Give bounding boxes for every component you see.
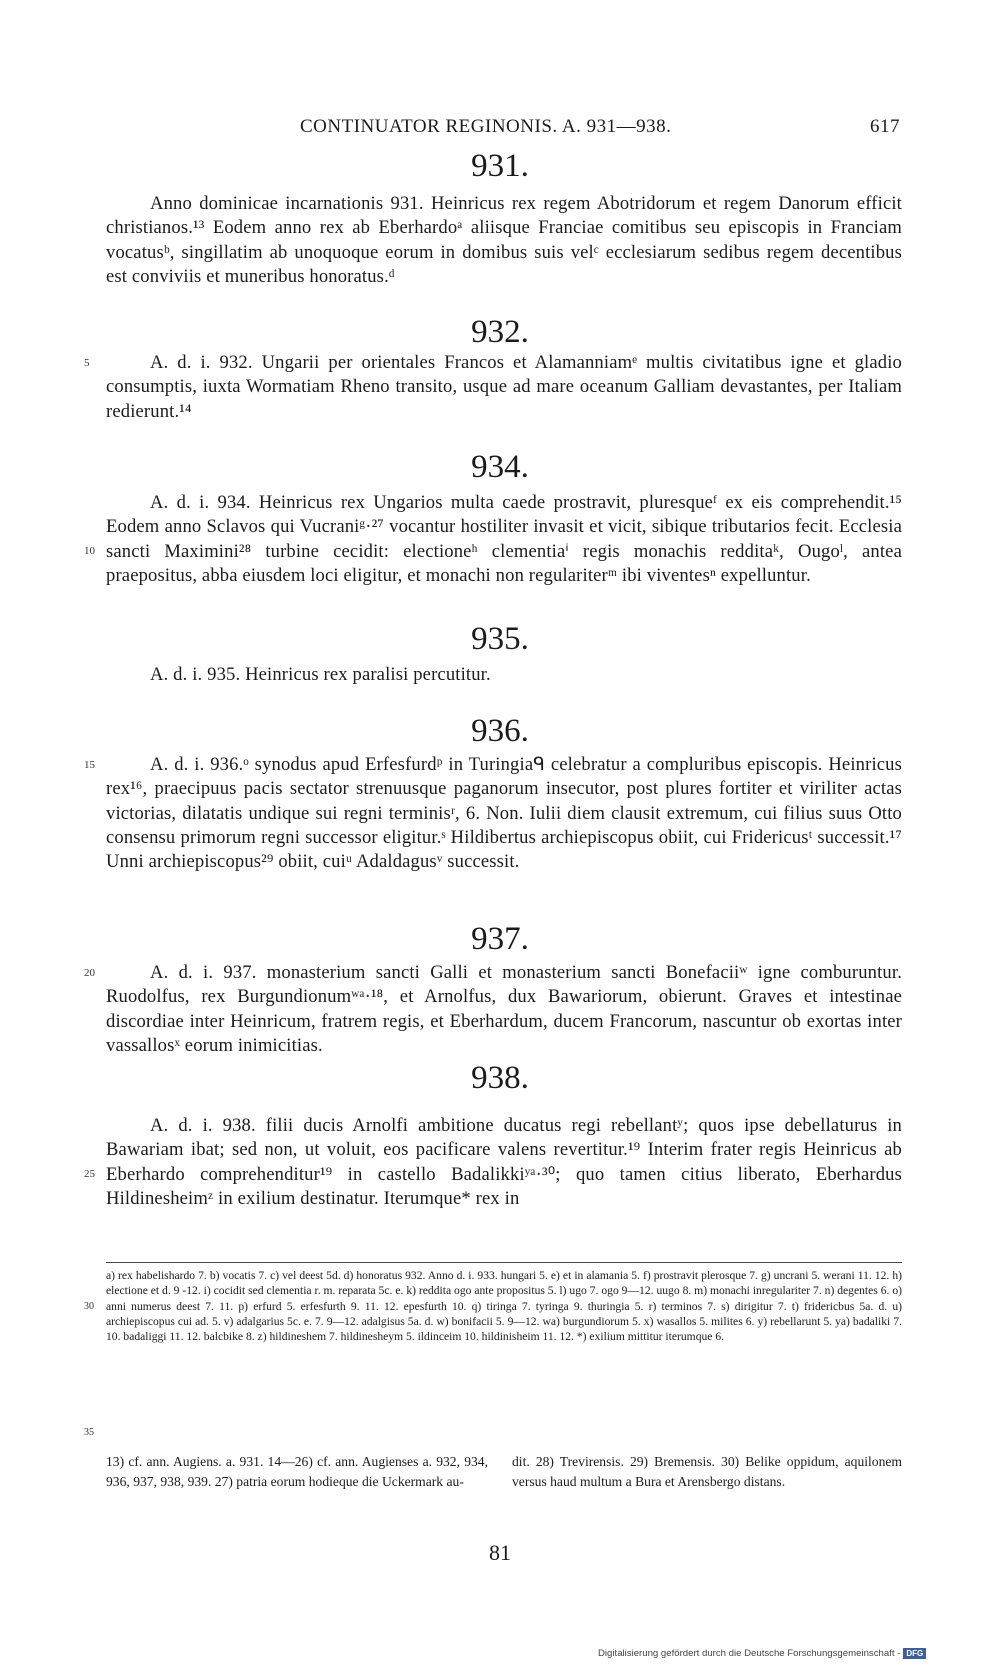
running-header [300,112,900,142]
page-number: 617 [870,116,900,137]
entry-938-text: A. d. i. 938. filii ducis Arnolfi ambitione ducatus regi rebellantʸ; quos ipse debellaturus in Bawariam ibat; sed non, ut voluit, eos pacificare valens revertitur.¹⁹ Interim frater regis Heinricus ab Eberhardo comprehenditur¹⁹ in castello Badalikkiʸᵃ·³⁰; quo tamen citius liberato, Eberhardus Hildinesheimᶻ in exilium destinatur. Iterumque* rex in [106,1115,902,1209]
entry-934-text: A. d. i. 934. Heinricus rex Ungarios multa caede prostravit, pluresqueᶠ ex eis comprehendit.¹⁵ Eodem anno Sclavos qui Vucraniᵍ·²⁷ vocantur hostiliter invasit et vicit, sibique tributarios fecit. Ecclesia sancti Maximini²⁸ turbine cecidit: electioneʰ clementiaⁱ regis monachis redditaᵏ, Ougoˡ, antea praepositus, abba eiusdem loci eligitur, et monachi non regulariterᵐ ibi viventesⁿ expelluntur. [106,492,902,586]
apparatus-rule [106,1262,902,1263]
year-heading-934: 934. [471,449,529,485]
entry-937-text: A. d. i. 937. monasterium sancti Galli et monasterium sancti Bonefaciiʷ igne comburuntur. Ruodolfus, rex Burgundionumʷᵃ·¹⁸, et Arnolfus, dux Bawariorum, obierunt. Graves et intestinae discordiae inter Heinricum, fratrem regis, et Eberhardum, ducem Francorum, nascuntur ob exortas inter vassallosˣ eorum inimicitias. [106,962,902,1056]
critical-apparatus: a) rex habelishardo 7. b) vocatis 7. c) vel deest 5d. d) honoratus 932. Anno d. i. 933. hungari 5. e) et in alamania 5. f) prostravit plerosque 7. g) uncrani 5. werani 11. 12. h) electione et d. 9 -12. i) cocidit sed clementia r. m. reparata 5c. e. k) reddita ogo ante propositus 5. l) ugo 7. ogo 9—12. uugo 8. m) monachi inregulariter 7. n) degentes 6. o) anni numerus deest 7. 11. p) erfurd 5. erfesfurth 9. 11. 12. epesfurth 10. q) tiringa 7. tyringa 9. thuringia 5. r) terminos 7. s) dirigitur 7. t) fridericbus 5a. d. u) archiepiscopus cui ad. 5. v) adalgarius 5c. e. 7. 9—12. adalgisus 5a. d. w) bonifacii 5. 9—12. wa) burgundiorum 5. x) wasallos 5. milites 6. y) rebellarunt 5. ya) badaliki 7. 10. badaliggi 11. 12. balcbike 8. z) hildineshem 7. hildinesheym 5. ildinceim 10. hildinisheim 11. 12. *) exilium mittitur iterumque 6. [106,1269,902,1344]
signature-mark: 81 [489,1540,511,1565]
notes-left-column: 13) cf. ann. Augiens. a. 931. 14—26) cf. ann. Augienses a. 932, 934, 936, 937, 938, 939. 27) patria eorum hodieque die Uckermark au- [106,1454,488,1489]
year-heading-936: 936. [471,713,529,749]
line-number-15: 15 [84,759,95,771]
entry-931-text: Anno dominicae incarnationis 931. Heinricus rex regem Abotridorum et regem Danorum efficit christianos.¹³ Eodem anno rex ab Eberhardoᵃ aliisque Franciae comitibus seu episcopis in Franciam vocatusᵇ, singillatim ab unoquoque eorum in domibus suis velᶜ ecclesiarum sedibus regem decentibus est conviviis et muneribus honoratus.ᵈ [106,193,902,287]
entry-936-text: A. d. i. 936.ᵒ synodus apud Erfesfurdᵖ in Turingiaᑫ celebratur a compluribus episcopis. Heinricus rex¹⁶, praecipuus pacis sectator strenuusque paganorum insecutor, post plures fortiter et viriliter actas victorias, dilatatis undique sui regni terminisʳ, 6. Non. Iulii diem clausit extremum, cui filius suus Otto consensu primorum regni successor eligitur.ˢ Hildibertus archiepiscopus obiit, cui Fridericusᵗ successit.¹⁷ Unni archiepiscopus²⁹ obiit, cuiᵘ Adaldagusᵛ successit. [106,754,902,873]
line-number-35: 35 [84,1427,94,1438]
year-heading-937: 937. [471,921,529,957]
entry-932-text: A. d. i. 932. Ungarii per orientales Francos et Alamanniamᵉ multis civitatibus igne et gladio consumptis, iuxta Wormatiam Rheno transito, usque ad mare oceanum Galliam devastantes, per Italiam redierunt.¹⁴ [106,352,902,422]
line-number-30: 30 [84,1301,94,1312]
line-number-5: 5 [84,357,90,369]
dfg-logo: DFG [903,1648,926,1659]
line-number-20: 20 [84,967,95,979]
entry-935-text: A. d. i. 935. Heinricus rex paralisi percutitur. [150,664,491,685]
year-heading-931: 931. [471,148,529,184]
historical-notes [106,1452,902,1524]
year-heading-935: 935. [471,621,529,657]
digitization-credit [598,1648,996,1662]
notes-right-column: dit. 28) Trevirensis. 29) Bremensis. 30) Belike oppidum, aquilonem versus haud multum a Bura et Arensbergo distans. [512,1454,902,1489]
year-heading-938: 938. [471,1060,529,1096]
header-title: CONTINUATOR REGINONIS. A. 931—938. [300,116,672,137]
line-number-10: 10 [84,545,95,557]
line-number-25: 25 [84,1168,95,1180]
credit-text: Digitalisierung gefördert durch die Deutsche Forschungsgemeinschaft - [598,1648,901,1660]
year-heading-932: 932. [471,314,529,350]
